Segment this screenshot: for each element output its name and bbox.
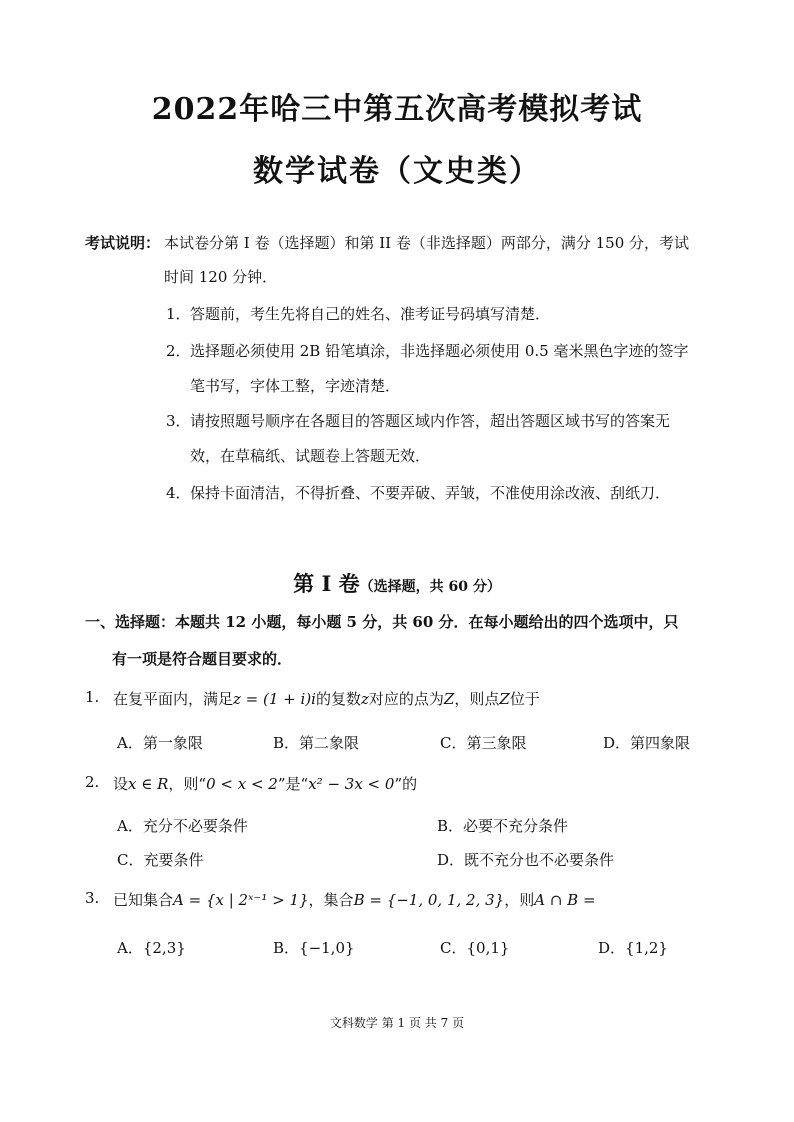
- option-c: [117, 849, 204, 870]
- option-a: [117, 937, 186, 958]
- option-d: [598, 937, 668, 958]
- math-expression: 0 < x < 2: [206, 775, 278, 793]
- math-variable: Z: [499, 690, 510, 708]
- question-stem: [113, 889, 596, 910]
- instruction-item-number: 1．: [166, 305, 191, 323]
- option-text: 充要条件: [143, 851, 204, 869]
- option-text: 必要不充分条件: [463, 817, 569, 835]
- option-b: [273, 732, 359, 753]
- option-text: 充分不必要条件: [142, 817, 248, 835]
- option-text: 第一象限: [142, 734, 203, 752]
- paper-subtitle: 数学试卷（文史类）: [253, 154, 541, 189]
- option-c: [440, 937, 509, 958]
- option-label: B．: [273, 734, 300, 752]
- math-expression: x² − 3x < 0: [308, 775, 395, 793]
- option-label: B．: [437, 817, 464, 835]
- option-text: {1,2}: [625, 939, 668, 957]
- question-number: 1.: [85, 688, 100, 706]
- option-text: {0,1}: [466, 939, 510, 957]
- option-label: B．: [273, 939, 300, 957]
- question-number: 2.: [85, 773, 100, 791]
- stem-text: 的复数: [315, 690, 361, 708]
- option-label: A．: [117, 734, 143, 752]
- stem-text: 设: [113, 775, 129, 793]
- option-label: D．: [603, 734, 631, 752]
- stem-text: 已知集合: [113, 891, 174, 909]
- option-a: [117, 815, 248, 836]
- math-variable: Z: [443, 690, 455, 708]
- option-text: 第四象限: [630, 734, 691, 752]
- math-expression: A ∩ B =: [534, 891, 596, 909]
- math-expression: x ∈ R: [128, 775, 169, 793]
- option-label: D．: [598, 939, 626, 957]
- option-b: [437, 815, 568, 836]
- instructions-intro-line1: 本试卷分第 I 卷（选择题）和第 II 卷（非选择题）两部分，满分 150 分，考试: [164, 234, 690, 252]
- option-label: C．: [117, 851, 144, 869]
- instruction-item-text: 效，在草稿纸、试题卷上答题无效．: [190, 447, 431, 465]
- stem-text: ，则点: [454, 690, 500, 708]
- question-number: 3.: [85, 889, 100, 907]
- option-text: 既不充分也不必要条件: [464, 851, 615, 869]
- stem-text: ，则“: [168, 775, 207, 793]
- section-subtitle: （选择题，共 60 分）: [359, 579, 501, 595]
- instructions-intro-line2: 时间 120 分钟．: [164, 268, 278, 286]
- option-label: D．: [437, 851, 465, 869]
- stem-text: 对应的点为: [368, 690, 444, 708]
- instruction-item-number: 4．: [166, 484, 191, 502]
- instruction-item-number: 3．: [166, 412, 191, 430]
- part-one-heading-line2: 有一项是符合题目要求的．: [112, 650, 293, 668]
- question-stem: [113, 773, 417, 794]
- exam-title: 2022年哈三中第五次高考模拟考试: [151, 92, 643, 127]
- question-stem: [113, 688, 540, 709]
- math-variable: z: [361, 690, 369, 708]
- math-expression: B = {−1, 0, 1, 2, 3}: [353, 891, 505, 909]
- part-one-heading-line1: 一、选择题：本题共 12 小题，每小题 5 分，共 60 分．在每小题给出的四个选项中，只: [85, 613, 679, 631]
- instruction-item-text: 请按照题号顺序在各题目的答题区域内作答，超出答题区域书写的答案无: [190, 412, 671, 430]
- option-label: A．: [117, 817, 143, 835]
- option-text: {2,3}: [142, 939, 186, 957]
- option-a: [117, 732, 203, 753]
- option-label: A．: [117, 939, 143, 957]
- instruction-item-text: 笔书写，字体工整，字迹清楚．: [190, 377, 401, 395]
- page-footer: 文科数学 第 1 页 共 7 页: [329, 1016, 465, 1030]
- stem-text: ”的: [394, 775, 418, 793]
- stem-text: ”是“: [277, 775, 309, 793]
- option-label: C．: [440, 939, 467, 957]
- instruction-item-text: 选择题必须使用 2B 铅笔填涂，非选择题必须使用 0.5 毫米黑色字迹的签字: [190, 342, 689, 360]
- option-label: C．: [440, 734, 467, 752]
- stem-text: ，则: [504, 891, 535, 909]
- math-expression: z = (1 + i)i: [233, 690, 316, 708]
- instructions-label: 考试说明：: [85, 234, 161, 252]
- option-text: 第二象限: [299, 734, 360, 752]
- option-text: 第三象限: [466, 734, 527, 752]
- option-d: [437, 849, 614, 870]
- stem-text: ，集合: [308, 891, 354, 909]
- math-expression: A = {x | 2ˣ⁻¹ > 1}: [173, 891, 309, 909]
- option-c: [440, 732, 527, 753]
- stem-text: 位于: [509, 690, 540, 708]
- instruction-item-text: 答题前，考生先将自己的姓名、准考证号码填写清楚．: [190, 305, 551, 323]
- section-heading: [0, 568, 794, 598]
- section-title: 第 I 卷: [293, 571, 360, 596]
- instruction-item-number: 2．: [166, 342, 191, 360]
- option-d: [603, 732, 690, 753]
- option-b: [273, 937, 355, 958]
- option-text: {−1,0}: [299, 939, 355, 957]
- stem-text: 在复平面内，满足: [113, 690, 234, 708]
- instruction-item-text: 保持卡面清洁，不得折叠、不要弄破、弄皱，不准使用涂改液、刮纸刀．: [190, 484, 671, 502]
